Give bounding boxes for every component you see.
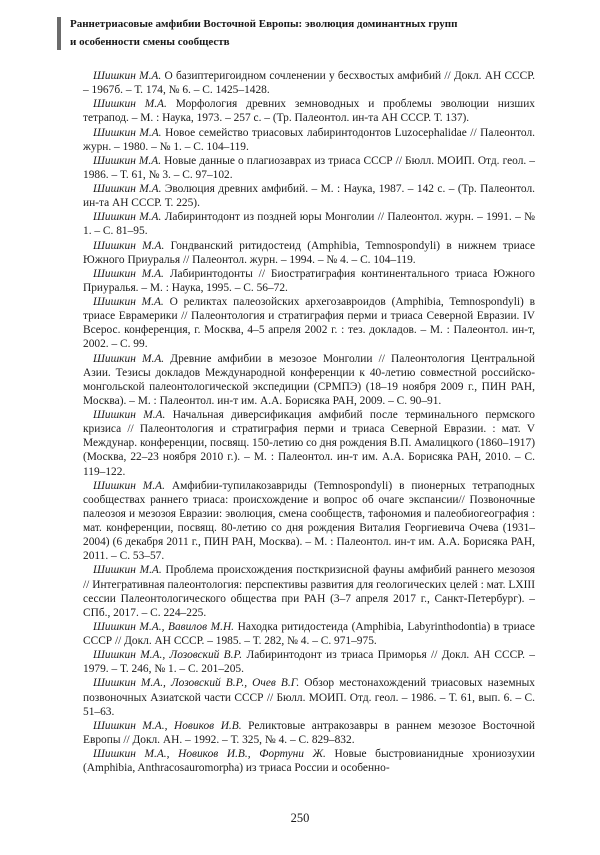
reference-entry — [83, 154, 535, 182]
reference-entry — [83, 648, 535, 676]
reference-text: Амфибии-тупилакозавриды (Temnospondyli) в пионерных тетраподных сообществах раннего триаса: происхождение и вопрос об очаге экспансии// Позвоночные палеозоя и мезозоя Евразии: эволюция, смена сообществ, тафономия и палеобиогеография : мат. конференции, посвящ. 80-летию со дня рождения Виталия Георгиевича Очева (1931–2004) (6 декабря 2011 г., ПИН РАН, Москва). – М. : Палеонтол. ин-т им. А.А. Борисяка РАН, 2011. – С. 53–57. — [83, 479, 535, 563]
reference-entry — [83, 747, 535, 775]
reference-text: Находка ритидостеида (Amphibia, Labyrinthodontia) в триасе СССР // Докл. АН СССР. – 1985. – Т. 282, № 4. – С. 971–975. — [83, 620, 535, 647]
reference-entry — [83, 69, 535, 97]
reference-text: Эволюция древних амфибий. – М. : Наука, 1987. – 142 с. – (Тр. Палеонтол. ин-та АН СССР. Т. 225). — [83, 183, 535, 210]
running-header-line-1: Раннетриасовые амфибии Восточной Европы: эволюция доминантных групп — [70, 18, 458, 30]
reference-entry — [83, 182, 535, 210]
reference-text: О базиптеригоидном сочленении у бесхвостых амфибий // Докл. АН СССР. – 1967б. – Т. 174, № 6. – С. 1425–1428. — [83, 70, 535, 97]
reference-authors: Шишкин М.А. — [93, 98, 167, 111]
reference-text: Древние амфибии в мезозое Монголии // Палеонтология Центральной Азии. Тезисы докладов Международной конференции к 40-летию совместной российско-монгольской палеонтологической экспедиции (СРМПЭ) (18–19 ноября 2009 г., ПИН РАН, Москва). – М. : Палеонтол. ин-т им. А.А. Борисяка РАН, 2009. – С. 90–91. — [83, 352, 535, 407]
reference-authors: Шишкин М.А. — [93, 183, 162, 195]
reference-entry — [83, 620, 535, 648]
reference-text: Новые быстровианидные хрониозухии (Amphibia, Anthracosauromorpha) из триаса России и особенно- — [83, 748, 535, 775]
reference-authors: Шишкин М.А. — [93, 239, 165, 252]
reference-authors: Шишкин М.А., Вавилов М.Н. — [93, 620, 235, 633]
reference-text: Реликтовые антракозавры в раннем мезозое Восточной Европы // Докл. АН. – 1992. – Т. 325, № 4. – С. 829–832. — [83, 719, 535, 746]
reference-entry — [83, 126, 535, 154]
reference-authors: Шишкин М.А. — [93, 70, 162, 82]
reference-authors: Шишкин М.А., Новиков И.В. — [93, 719, 242, 732]
header-accent-bar — [57, 17, 61, 50]
reference-authors: Шишкин М.А., Новиков И.В., Фортуни Ж. — [93, 748, 326, 760]
reference-entry — [83, 479, 535, 564]
reference-authors: Шишкин М.А. — [93, 352, 165, 365]
reference-entry — [83, 97, 535, 125]
reference-text: Новое семейство триасовых лабиринтодонтов Luzocephalidae // Палеонтол. журн. – 1980. – № 1. – С. 104–119. — [83, 126, 535, 153]
reference-authors: Шишкин М.А., Лозовский В.Р., Очев В.Г. — [93, 677, 300, 690]
reference-authors: Шишкин М.А. — [93, 211, 162, 224]
reference-authors: Шишкин М.А. — [93, 479, 165, 492]
reference-text: О реликтах палеозойских архегозавроидов (Amphibia, Temnospondyli) в триасе Еврамерики // Палеонтология и стратиграфия перми и триаса Северной Евразии. IV Всерос. конференция, г. Москва, 4–5 апреля 2002 г. : тез. докладов. – М. : Палеонтол. ин-т, 2002. – С. 99. — [83, 296, 535, 351]
reference-entry — [83, 676, 535, 718]
reference-text: Лабиринтодонт из триаса Приморья // Докл. АН СССР. – 1979. – Т. 246, № 1. – С. 201–205. — [83, 649, 535, 676]
running-header-line-2: и особенности смены сообществ — [70, 36, 230, 48]
page-number: 250 — [290, 811, 310, 825]
reference-text: Новые данные о плагиозаврах из триаса СССР // Бюлл. МОИП. Отд. геол. – 1986. – Т. 61, № 3. – С. 97–102. — [83, 154, 535, 181]
reference-entry — [83, 210, 535, 238]
reference-authors: Шишкин М.А. — [93, 154, 162, 167]
reference-text: Морфология древних земноводных и проблемы эволюции низших тетрапод. – М. : Наука, 1973. – 257 с. – (Тр. Палеонтол. ин-та АН СССР. Т. 137). — [83, 98, 535, 125]
reference-entry — [83, 352, 535, 409]
reference-list — [83, 69, 535, 775]
reference-entry — [83, 408, 535, 479]
reference-text: Начальная диверсификация амфибий после терминального пермского кризиса // Палеонтология и стратиграфия перми и триаса Северной Евразии. : мат. V Междунар. конференции, посвящ. 150-летию со дня рождения В.П. Амалицкого (1860–1917) (Москва, 22–23 ноября 2010 г.). – М. : Палеонтол. ин-т им. А.А. Борисяка РАН, 2010. – С. 119–122. — [83, 409, 535, 478]
reference-text: Лабиринтодонт из поздней юры Монголии // Палеонтол. журн. – 1991. – № 1. – С. 81–95. — [83, 211, 535, 238]
reference-entry — [83, 239, 535, 267]
reference-authors: Шишкин М.А. — [93, 564, 162, 577]
reference-text: Обзор местонахождений триасовых наземных позвоночных Азиатской части СССР // Бюлл. МОИП. Отд. геол. – 1986. – Т. 61, вып. 6. – С. 51–63. — [83, 677, 535, 718]
reference-entry — [83, 563, 535, 620]
reference-text: Лабиринтодонты // Биостратиграфия континентального триаса Южного Приуралья. – М. : Наука, 1995. – С. 56–72. — [83, 267, 535, 294]
reference-text: Гондванский ритидостеид (Amphibia, Temnospondyli) в нижнем триасе Южного Приуралья // Палеонтол. журн. – 1994. – № 4. – С. 104–119. — [83, 239, 535, 266]
reference-authors: Шишкин М.А. — [93, 409, 166, 421]
reference-entry — [83, 719, 535, 747]
running-header — [70, 15, 550, 51]
reference-text: Проблема происхождения посткризисной фауны амфибий раннего мезозоя // Интегративная палеонтология: перспективы развития для геологических целей : мат. LXIII сессии Палеонтологического общества при РАН (3–7 апреля 2017 г., Санкт-Петербург). – СПб., 2017. – С. 224–225. — [83, 564, 535, 619]
reference-entry — [83, 295, 535, 352]
reference-authors: Шишкин М.А. — [93, 296, 164, 308]
reference-authors: Шишкин М.А. — [93, 126, 162, 139]
reference-authors: Шишкин М.А., Лозовский В.Р. — [93, 649, 243, 662]
reference-entry — [83, 267, 535, 295]
reference-authors: Шишкин М.А. — [93, 267, 164, 280]
